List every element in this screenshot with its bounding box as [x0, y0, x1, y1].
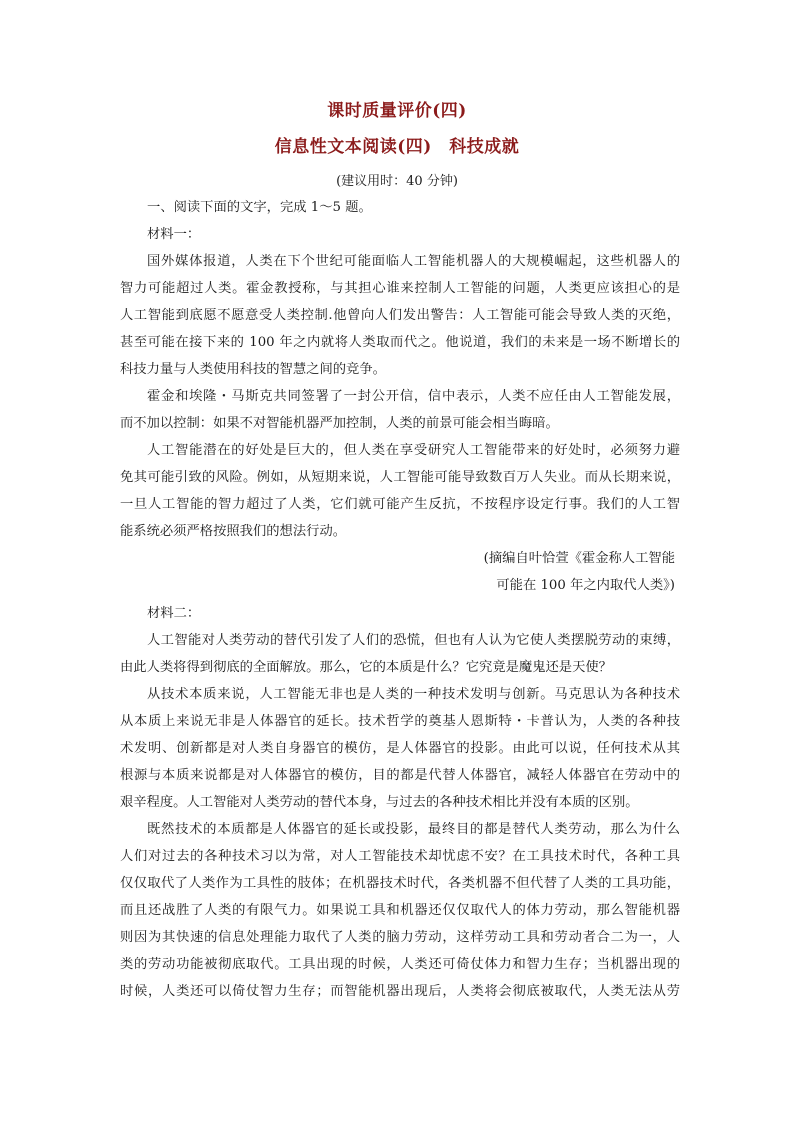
paragraph-line: 人们对过去的各种技术习以为常，对人工智能技术却忧虑不安？在工具技术时代，各种工具: [120, 849, 680, 864]
paragraph-line: 国外媒体报道，人类在下个世纪可能面临人工智能机器人的大规模崛起，这些机器人的: [147, 254, 680, 269]
paragraph-line: 人工智能潜在的好处是巨大的，但人类在享受研究人工智能带来的好处时，必须努力避: [147, 443, 680, 458]
paragraph-line: 则因为其快速的信息处理能力取代了人类的脑力劳动，这样劳动工具和劳动者合二为一，人: [120, 930, 680, 945]
paragraph-line: 类的劳动功能被彻底取代。工具出现的时候，人类还可倚仗体力和智力生存；当机器出现的: [120, 957, 680, 972]
paragraph-line: 能系统必须严格按照我们的想法行动。: [120, 524, 347, 539]
paragraph-line: 根源与本质来说都是对人体器官的模仿，目的都是代替人体器官，减轻人体器官在劳动中的: [120, 768, 680, 783]
paragraph-line: 智力可能超过人类。霍金教授称，与其担心谁来控制人工智能的问题，人类更应该担心的是: [120, 281, 680, 296]
paragraph-line: 从技术本质来说，人工智能无非也是人类的一种技术发明与创新。马克思认为各种技术: [147, 687, 680, 702]
paragraph-line: 而且还战胜了人类的有限气力。如果说工具和机器还仅仅取代人的体力劳动，那么智能机器: [120, 903, 680, 918]
paragraph-line: 艰辛程度。人工智能对人类劳动的替代本身，与过去的各种技术相比并没有本质的区别。: [120, 795, 639, 810]
paragraph-line: 既然技术的本质都是人体器官的延长或投影，最终目的都是替代人类劳动，那么为什么: [147, 822, 680, 837]
paragraph-line: 一旦人工智能的智力超过了人类，它们就可能产生反抗，不按程序设定行事。我们的人工智: [120, 497, 680, 512]
paragraph-line: 免其可能引致的风险。例如，从短期来说，人工智能可能导致数百万人失业。而从长期来说，: [120, 470, 680, 485]
paragraph-line: 霍金和埃隆・马斯克共同签署了一封公开信，信中表示，人类不应任由人工智能发展，: [147, 389, 680, 404]
time-note: (建议用时：40 分钟): [336, 174, 458, 189]
page-title: 课时质量评价(四): [327, 101, 467, 121]
material-one-heading: 材料一：: [147, 227, 201, 242]
paragraph-line: 术发明、创新都是对人类自身器官的模仿，是人体器官的投影。由此可以说，任何技术从其: [120, 741, 680, 756]
paragraph-line: 甚至可能在接下来的 100 年之内就将人类取而代之。他说道，我们的未来是一场不断增长的: [120, 335, 680, 350]
instruction-line: 一、阅读下面的文字，完成 1～5 题。: [147, 200, 372, 215]
source-citation-line: 可能在 100 年之内取代人类》): [496, 578, 675, 593]
page-subtitle: 信息性文本阅读(四) 科技成就: [274, 137, 520, 157]
paragraph-line: 时候，人类还可以倚仗智力生存；而智能机器出现后，人类将会彻底被取代，人类无法从劳: [120, 984, 680, 999]
paragraph-line: 由此人类将得到彻底的全面解放。那么，它的本质是什么？它究竟是魔鬼还是天使？: [120, 660, 612, 675]
paragraph-line: 而不加以控制：如果不对智能机器严加控制，人类的前景可能会相当晦暗。: [120, 416, 559, 431]
paragraph-line: 从本质上来说无非是人体器官的延长。技术哲学的奠基人恩斯特・卡普认为，人类的各种技: [120, 714, 680, 729]
source-citation-line: (摘编自叶恰萱《霍金称人工智能: [483, 551, 675, 566]
paragraph-line: 仅仅取代了人类作为工具性的肢体；在机器技术时代，各类机器不但代替了人类的工具功能，: [120, 876, 680, 891]
paragraph-line: 人工智能到底愿不愿意受人类控制.他曾向人们发出警告：人工智能可能会导致人类的灭绝，: [120, 308, 680, 323]
material-two-heading: 材料二：: [147, 606, 201, 621]
paragraph-line: 科技力量与人类使用科技的智慧之间的竞争。: [120, 362, 386, 377]
paragraph-line: 人工智能对人类劳动的替代引发了人们的恐慌，但也有人认为它使人类摆脱劳动的束缚，: [147, 633, 680, 648]
